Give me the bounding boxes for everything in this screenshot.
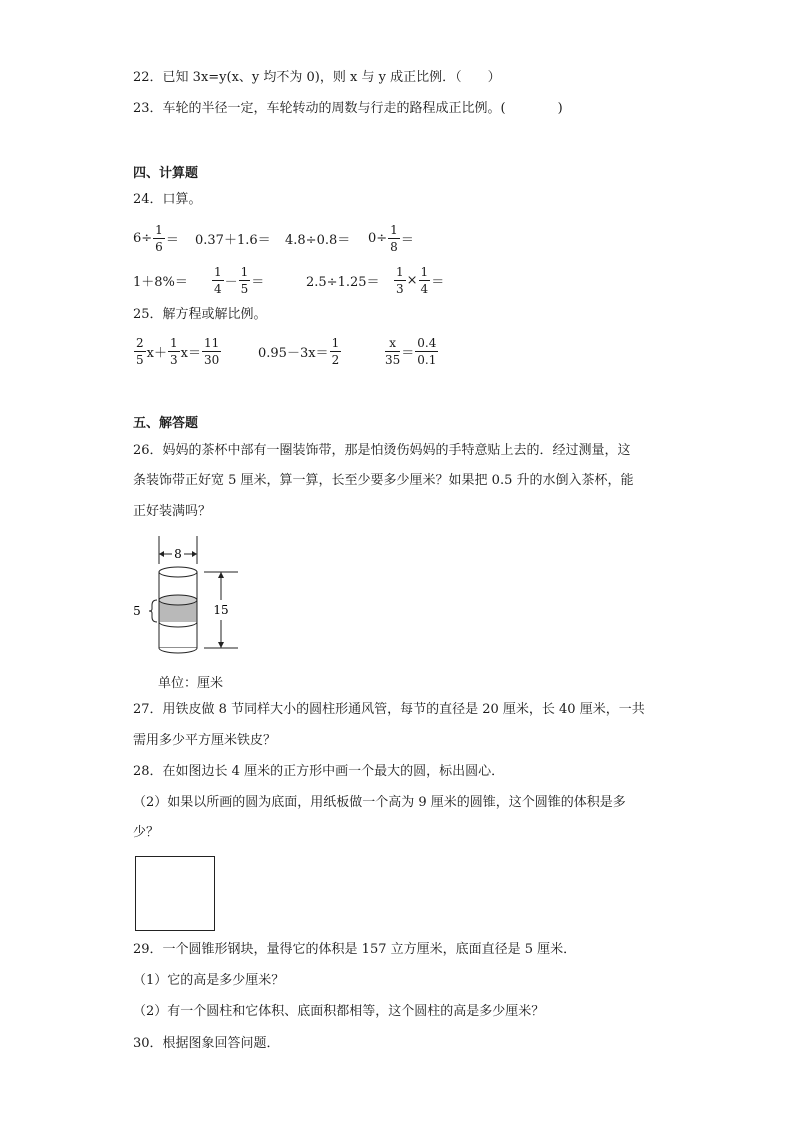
- cup-bottom-ellipse: [159, 648, 197, 653]
- cup-top-ellipse: [159, 567, 197, 577]
- oral-expr-5: 1＋8%＝: [133, 274, 188, 290]
- question-29-line-3: （2）有一个圆柱和它体积、底面积都相等，这个圆柱的高是多少厘米？: [133, 1004, 545, 1019]
- section-5-heading: 五、解答题: [133, 416, 199, 431]
- question-27-line-2: 需用多少平方厘米铁皮？: [133, 733, 277, 748]
- equation-2: 0.95－3x＝ $\frac{1}{2}$: [258, 335, 340, 367]
- question-25: 25．解方程或解比例。: [133, 307, 267, 322]
- oral-expr-3: 4.8÷0.8＝: [285, 232, 351, 248]
- oral-expr-1: 6÷ $\frac{1}{6}$ ＝: [133, 222, 179, 254]
- equation-1: $\frac{2}{5}$ x＋ $\frac{1}{3}$ x＝ $\frac{11}{30}$: [136, 335, 220, 367]
- cup-diameter-label: 8: [174, 547, 182, 561]
- question-28-line-3: 少？: [133, 825, 160, 840]
- cup-band-label: 5: [133, 604, 141, 618]
- question-22: 22．已知 3x=y(x、y 均不为 0)，则 x 与 y 成正比例．（ ）: [133, 70, 501, 85]
- oral-expr-4: 0÷ $\frac{1}{8}$ ＝: [368, 222, 414, 254]
- question-29-line-2: （1）它的高是多少厘米？: [133, 973, 285, 988]
- equation-3: $\frac{x}{35}$ ＝ $\frac{0.4}{0.1}$: [385, 335, 437, 367]
- question-26-line-1: 26．妈妈的茶杯中部有一圈装饰带，那是怕烫伤妈妈的手特意贴上去的．经过测量，这: [133, 443, 631, 458]
- cup-unit-label: 单位：厘米: [158, 676, 224, 691]
- section-4-heading: 四、计算题: [133, 166, 199, 181]
- oral-expr-6: $\frac{1}{4}$ － $\frac{1}{5}$ ＝: [214, 264, 265, 296]
- cup-height-label: 15: [213, 603, 229, 617]
- question-26-line-3: 正好装满吗？: [133, 504, 212, 519]
- question-27-line-1: 27．用铁皮做 8 节同样大小的圆柱形通风管，每节的直径是 20 厘米，长 40 厘米，一共: [133, 702, 645, 717]
- cup-band-top: [159, 595, 197, 605]
- question-30: 30．根据图象回答问题．: [133, 1036, 280, 1051]
- oral-expr-7: 2.5÷1.25＝: [306, 274, 380, 290]
- cup-diagram: [128, 530, 248, 660]
- oral-expr-2: 0.37＋1.6＝: [195, 232, 271, 248]
- oral-expr-8: $\frac{1}{3}$ × $\frac{1}{4}$ ＝: [396, 264, 445, 296]
- cup-band-brace: [149, 600, 157, 622]
- question-24: 24．口算。: [133, 192, 202, 207]
- question-28-line-1: 28．在如图边长 4 厘米的正方形中画一个最大的圆，标出圆心．: [133, 764, 505, 779]
- question-23: 23．车轮的半径一定，车轮转动的周数与行走的路程成正比例。( ): [133, 101, 563, 116]
- square-figure: [135, 856, 215, 931]
- question-26-line-2: 条装饰带正好宽 5 厘米，算一算，长至少要多少厘米？如果把 0.5 升的水倒入茶杯，能: [133, 473, 634, 488]
- question-28-line-2: （2）如果以所画的圆为底面，用纸板做一个高为 9 厘米的圆锥，这个圆锥的体积是多: [133, 795, 626, 810]
- question-29-line-1: 29．一个圆锥形钢块，量得它的体积是 157 立方厘米，底面直径是 5 厘米．: [133, 942, 577, 957]
